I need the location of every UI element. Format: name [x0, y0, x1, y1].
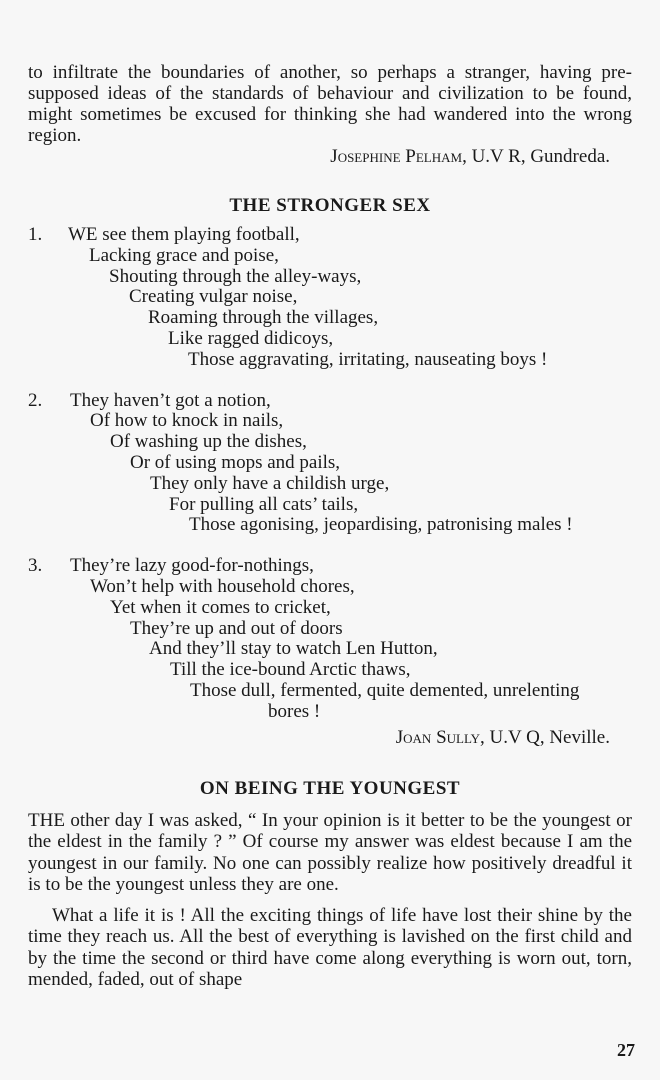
essay-paragraph: THE other day I was asked, “ In your opinion is it better to be the youngest or the eldest in the family ? ” Of course my answer was eldest because I am the youngest in our family. No one can possibly realize how positively dreadful it is to be the youngest unless they are one. — [28, 809, 632, 896]
document-page — [28, 62, 632, 991]
stanza-number: 3. — [28, 555, 43, 577]
signature-name: Josephine Pelham — [330, 146, 463, 167]
opening-line: wandered into the wrong region. — [28, 104, 633, 146]
essay-title: ON BEING THE YOUNGEST — [199, 777, 461, 799]
poem-stanza — [28, 391, 632, 537]
poem-line: Till the ice-bound Arctic thaws, — [170, 659, 411, 681]
poem-stanza — [28, 556, 632, 722]
poem-signature — [28, 727, 632, 748]
signature-details: , U.V Q, Neville. — [480, 726, 610, 748]
poem-line: Those agonising, jeopardising, patronising males ! — [189, 514, 573, 536]
opening-line: to infiltrate the boundaries of another, so perhaps a stranger, having — [28, 62, 592, 83]
poem-stanza — [28, 225, 632, 371]
stanza-number: 1. — [28, 224, 43, 245]
poem-line: Or of using mops and pails, — [130, 451, 341, 473]
poem-line: bores ! — [268, 700, 321, 722]
poem-line: Of washing up the dishes, — [110, 431, 307, 453]
page-number: 27 — [617, 1040, 635, 1060]
poem-line: Like ragged didicoys, — [168, 327, 334, 349]
opening-line: pre-supposed ideas of the standards of behaviour and civilization — [28, 62, 633, 104]
poem-line: Roaming through the villages, — [148, 307, 379, 329]
poem-line: Those aggravating, irritating, nauseating boys ! — [188, 348, 548, 370]
poem-line: They only have a childish urge, — [150, 472, 390, 494]
opening-signature — [28, 146, 632, 167]
poem-line: For pulling all cats’ tails, — [169, 493, 359, 515]
opening-line: to be found, might sometimes be excused for thinking she had — [28, 83, 632, 125]
poem-line: Those dull, fermented, quite demented, unrelenting — [190, 679, 580, 701]
poem-line: Of how to knock in nails, — [90, 410, 284, 432]
poem-line: Shouting through the alley-ways, — [109, 265, 362, 287]
opening-paragraph — [28, 62, 632, 146]
signature-name: Joan Sully — [395, 726, 480, 748]
poem-line: Won’t help with household chores, — [90, 575, 355, 597]
poem-line: Yet when it comes to cricket, — [110, 596, 331, 618]
poem-line: WE see them playing football, — [68, 224, 300, 245]
stanza-number: 2. — [28, 389, 43, 411]
poem-line: And they’ll stay to watch Len Hutton, — [149, 638, 438, 660]
essay-paragraph: What a life it is ! All the exciting things of life have lost their shine by the time they reach us. All the best of everything is lavished on the first child and by the time the second or third have come along everything is worn out, torn, mended, faded, out of shape — [28, 904, 632, 991]
poem-line: Lacking grace and poise, — [89, 244, 279, 266]
poem-line: They’re up and out of doors — [130, 617, 343, 639]
poem-line: They’re lazy good-for-nothings, — [70, 555, 314, 577]
poem-title: THE STRONGER SEX — [229, 195, 431, 216]
signature-details: , U.V R, Gundreda. — [462, 146, 610, 167]
poem-line: Creating vulgar noise, — [129, 286, 298, 308]
poem-line: They haven’t got a notion, — [70, 389, 271, 411]
